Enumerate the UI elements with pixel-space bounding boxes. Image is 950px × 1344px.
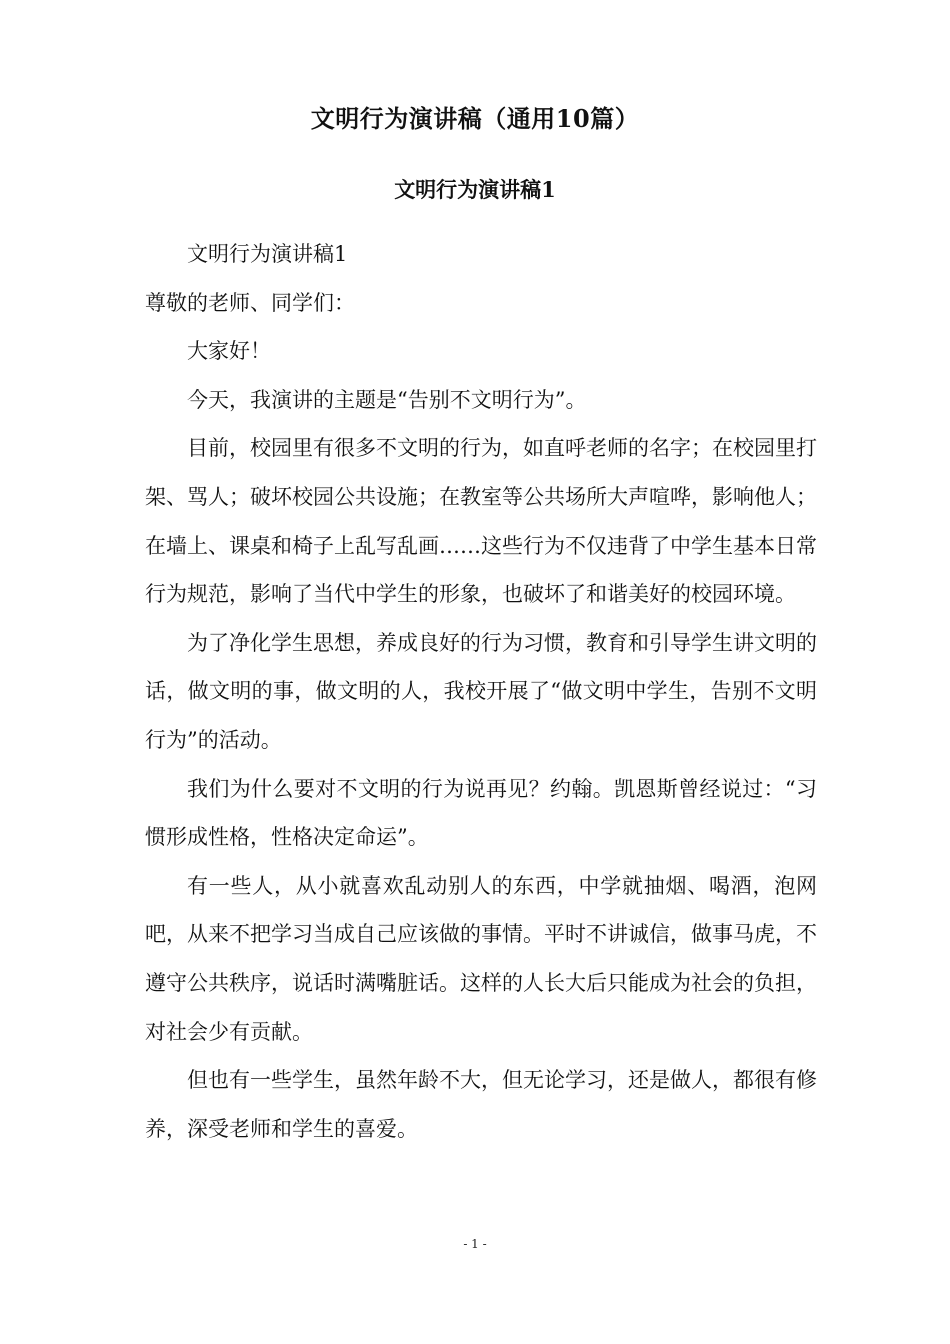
document-body — [145, 230, 817, 1153]
paragraph-activity: 为了净化学生思想，养成良好的行为习惯，教育和引导学生讲文明的话，做文明的事，做文明的人，我校开展了“做文明中学生，告别不文明行为”的活动。 — [145, 630, 817, 752]
paragraph-good-example: 但也有一些学生，虽然年龄不大，但无论学习，还是做人，都很有修养，深受老师和学生的喜爱。 — [145, 1068, 817, 1141]
paragraph-heading-repeat: 文明行为演讲稿1 — [187, 242, 348, 266]
section-title: 文明行为演讲稿1 — [394, 177, 556, 202]
paragraph-uncivil-behaviors: 目前，校园里有很多不文明的行为，如直呼老师的名字；在校园里打架、骂人；破坏校园公共设施；在教室等公共场所大声喧哗，影响他人；在墙上、课桌和椅子上乱写乱画……这些行为不仅违背了中学生基本日常行为规范，影响了当代中学生的形象，也破坏了和谐美好的校园环境。 — [145, 436, 817, 607]
page-number: - 1 - — [463, 1237, 487, 1251]
paragraph-bad-example: 有一些人，从小就喜欢乱动别人的东西，中学就抽烟、喝酒，泡网吧，从来不把学习当成自己应该做的事情。平时不讲诚信，做事马虎，不遵守公共秩序，说话时满嘴脏话。这样的人长大后只能成为社会的负担，对社会少有贡献。 — [145, 873, 817, 1044]
paragraph-quote: 我们为什么要对不文明的行为说再见？约翰。凯恩斯曾经说过：“习惯形成性格，性格决定命运”。 — [145, 776, 817, 850]
document-title: 文明行为演讲稿（通用10篇） — [310, 104, 640, 133]
paragraph-greeting: 大家好！ — [187, 339, 271, 364]
paragraph-topic: 今天，我演讲的主题是“告别不文明行为”。 — [187, 387, 587, 412]
paragraph-salutation: 尊敬的老师、同学们： — [145, 290, 355, 315]
